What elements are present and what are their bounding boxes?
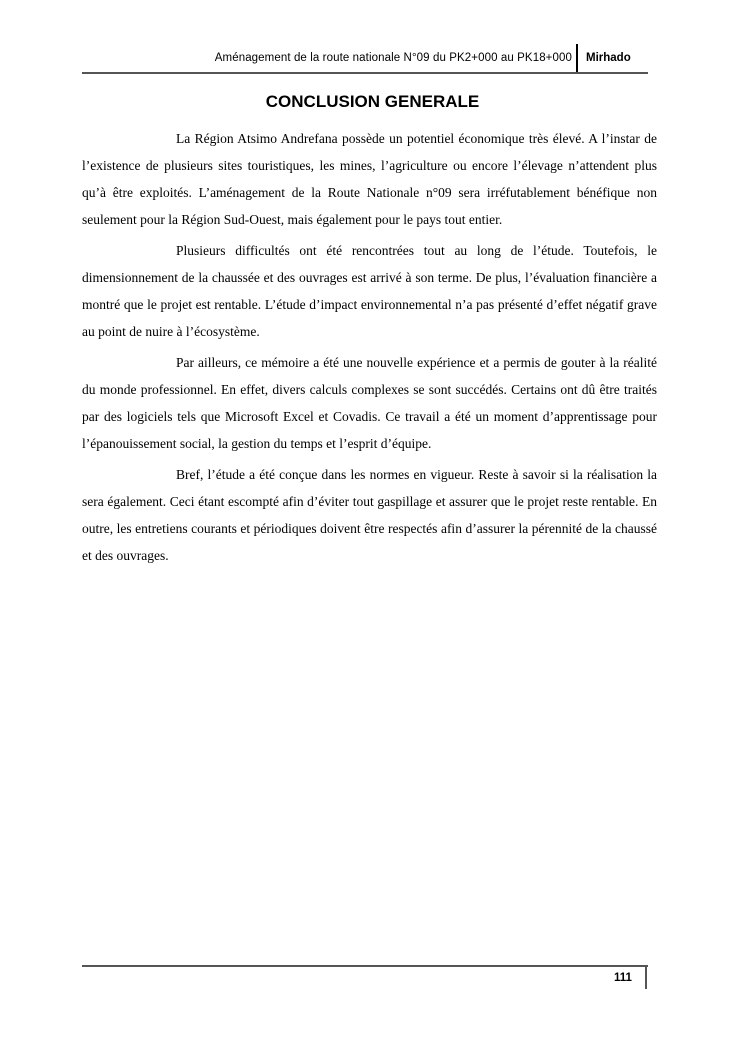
header-title: Aménagement de la route nationale N°09 du PK2+000 au PK18+000 [214, 52, 572, 64]
header-rule [82, 72, 648, 74]
document-body [82, 125, 657, 573]
header-divider [576, 44, 578, 72]
paragraph-2: Plusieurs difficultés ont été rencontrées tout au long de l’étude. Toutefois, le dimensionnement de la chaussée et des ouvrages est arrivé à son terme. De plus, l’évaluation financière a montré que le projet est rentable. L’étude d’impact environnemental n’a pas présenté d’effet négatif grave au point de nuire à l’écosystème. [82, 243, 657, 339]
page-title: CONCLUSION GENERALE [265, 92, 480, 111]
footer-rule [82, 965, 648, 967]
header-author: Mirhado [586, 52, 631, 64]
page-number: 111 [614, 972, 632, 984]
paragraph-1: La Région Atsimo Andrefana possède un potentiel économique très élevé. A l’instar de l’existence de plusieurs sites touristiques, les mines, l’agriculture ou encore l’élevage n’attendent plus qu’à être exploités. L’aménagement de la Route Nationale n°09 sera irréfutablement bénéfique non seulement pour la Région Sud-Ouest, mais également pour le pays tout entier. [82, 131, 657, 227]
footer-divider [645, 965, 647, 989]
paragraph-4: Bref, l’étude a été conçue dans les normes en vigueur. Reste à savoir si la réalisation la sera également. Ceci étant escompté afin d’éviter tout gaspillage et assurer que le projet reste rentable. En outre, les entretiens courants et périodiques doivent être respectés afin d’assurer la pérennité de la chaussé et des ouvrages. [82, 467, 657, 563]
paragraph-3: Par ailleurs, ce mémoire a été une nouvelle expérience et a permis de gouter à la réalité du monde professionnel. En effet, divers calculs complexes se sont succédés. Certains ont dû être traités par des logiciels tels que Microsoft Excel et Covadis. Ce travail a été un moment d’apprentissage pour l’épanouissement social, la gestion du temps et l’esprit d’équipe. [82, 355, 657, 451]
page-header [82, 44, 648, 72]
